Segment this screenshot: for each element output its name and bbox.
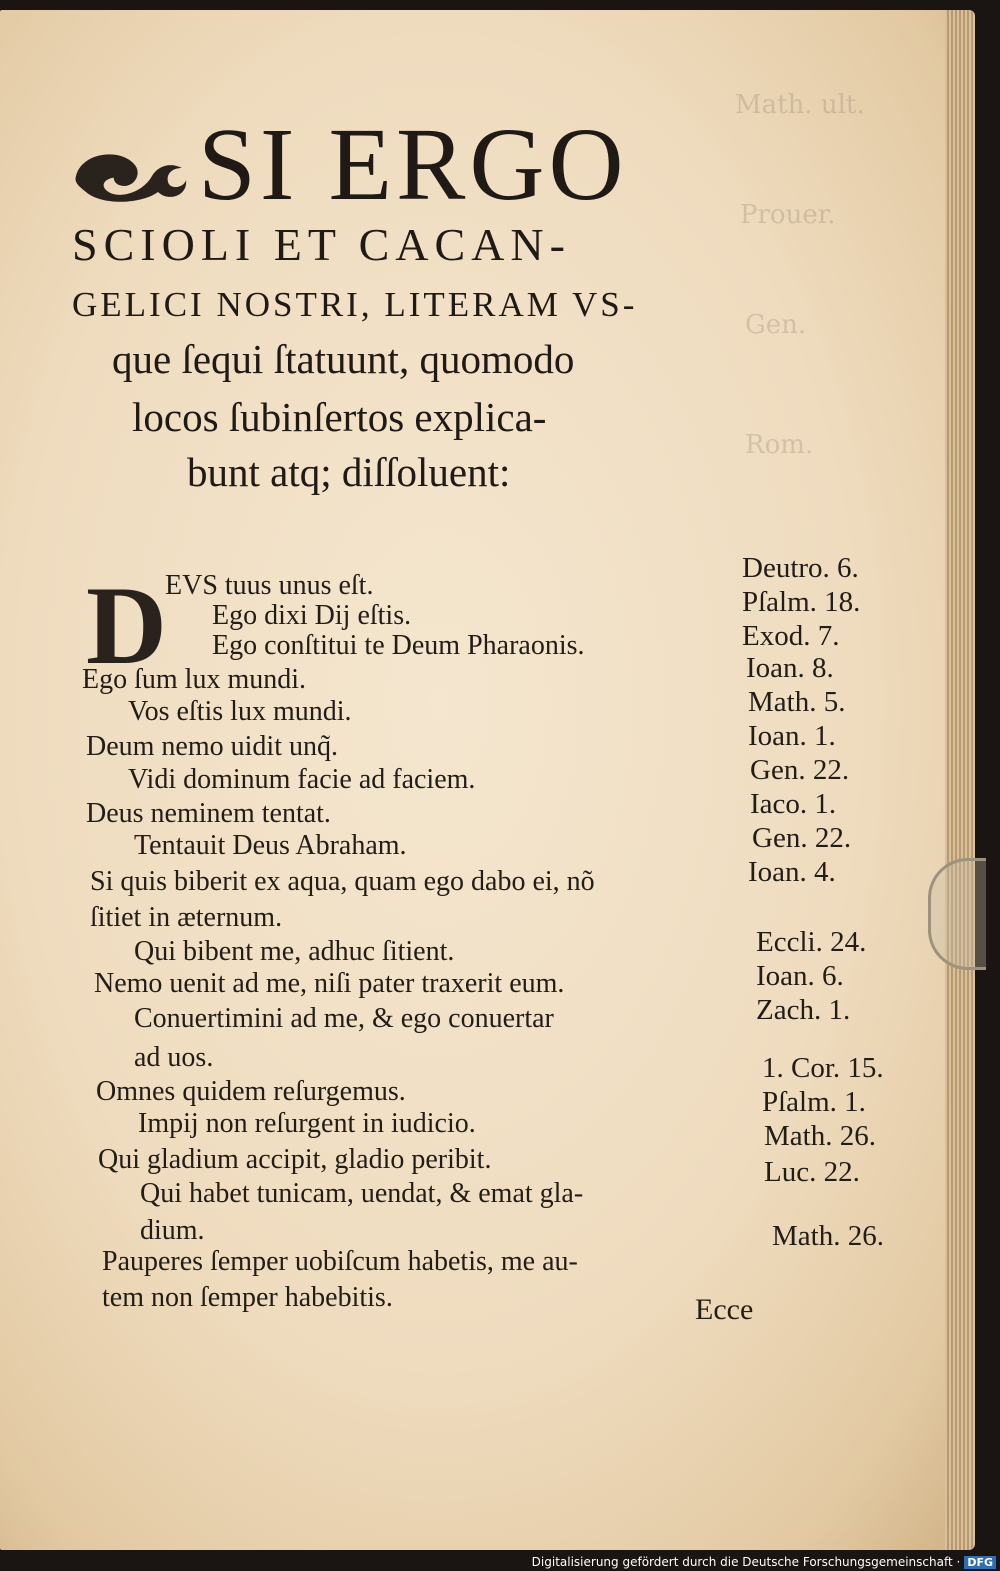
- margin-reference: Eccli. 24.: [756, 926, 867, 958]
- bleed-through: Rom.: [745, 430, 814, 460]
- text-line: Si quis biberit ex aqua, quam ego dabo ei, nõ: [90, 866, 595, 897]
- margin-reference: Gen. 22.: [752, 822, 852, 854]
- dfg-logo: DFG: [964, 1556, 996, 1569]
- bleed-through: Gen.: [745, 310, 807, 340]
- margin-reference: Exod. 7.: [742, 620, 840, 652]
- page-edges: [945, 10, 975, 1550]
- text-line: Vos eſtis lux mundi.: [128, 696, 352, 727]
- bleed-through: Prouer.: [740, 200, 836, 230]
- margin-reference: Math. 5.: [748, 686, 846, 718]
- text-line: Vidi dominum facie ad faciem.: [128, 764, 476, 795]
- digitization-credit: [532, 1555, 996, 1569]
- margin-reference: Ioan. 6.: [756, 960, 844, 992]
- title-line-4: que ſequi ſtatuunt, quomodo: [112, 336, 575, 382]
- margin-reference: Pſalm. 1.: [762, 1086, 866, 1118]
- margin-reference: Gen. 22.: [750, 754, 850, 786]
- text-line: Qui habet tunicam, uendat, & emat gla-: [140, 1178, 584, 1209]
- title-line-5: locos ſubinſertos explica-: [132, 394, 547, 440]
- title-line-2: SCIOLI ET CACAN-: [72, 219, 571, 270]
- margin-reference: Pſalm. 18.: [742, 586, 861, 618]
- margin-reference: Iaco. 1.: [750, 788, 837, 820]
- text-line: Deum nemo uidit unq̃.: [86, 731, 338, 762]
- text-line: Conuertimini ad me, & ego conuertar: [134, 1003, 554, 1034]
- book-page: [0, 10, 975, 1550]
- text-line: Omnes quidem reſurgemus.: [96, 1076, 406, 1107]
- text-line: Ego conſtitui te Deum Pharaonis.: [212, 630, 585, 661]
- margin-reference: Deutro. 6.: [742, 552, 859, 584]
- margin-reference: Math. 26.: [764, 1120, 876, 1152]
- margin-reference: 1. Cor. 15.: [762, 1052, 884, 1084]
- margin-reference: Ioan. 1.: [748, 720, 836, 752]
- margin-reference: Luc. 22.: [764, 1156, 860, 1188]
- text-line: EVS tuus unus eſt.: [165, 570, 374, 601]
- text-line: Ego dixi Dij eſtis.: [212, 600, 412, 631]
- text-line: tem non ſemper habebitis.: [102, 1282, 393, 1313]
- text-line: Deus neminem tentat.: [86, 798, 331, 829]
- title-line-3: GELICI NOSTRI, LITERAM VS-: [72, 285, 638, 324]
- text-line: ad uos.: [134, 1042, 214, 1073]
- title-line-1: SI ERGO: [198, 107, 628, 222]
- text-line: ſitiet in æternum.: [90, 902, 283, 933]
- text-line: Tentauit Deus Abraham.: [134, 830, 407, 861]
- page-clip: [928, 858, 986, 970]
- text-line: Qui gladium accipit, gladio peribit.: [98, 1144, 492, 1175]
- catchword: Ecce: [695, 1293, 754, 1326]
- margin-reference: Ioan. 8.: [746, 652, 834, 684]
- credit-text: Digitalisierung gefördert durch die Deutsche Forschungsgemeinschaft ·: [531, 1555, 961, 1569]
- margin-reference: Ioan. 4.: [748, 856, 836, 888]
- text-line: Nemo uenit ad me, niſi pater traxerit eum.: [94, 968, 565, 999]
- margin-reference: Math. 26.: [772, 1220, 884, 1252]
- text-line: Qui bibent me, adhuc ſitient.: [134, 936, 455, 967]
- drop-cap: D: [86, 564, 167, 688]
- text-line: Impij non reſurgent in iudicio.: [138, 1108, 476, 1139]
- text-line: Pauperes ſemper uobiſcum habetis, me au-: [102, 1246, 578, 1277]
- text-line: Ego ſum lux mundi.: [82, 664, 306, 695]
- bleed-through: Math. ult.: [735, 90, 865, 120]
- text-line: dium.: [140, 1215, 205, 1246]
- title-line-6: bunt atq; diſſoluent:: [187, 449, 511, 495]
- margin-reference: Zach. 1.: [756, 994, 851, 1026]
- fleuron-ornament: [72, 142, 190, 204]
